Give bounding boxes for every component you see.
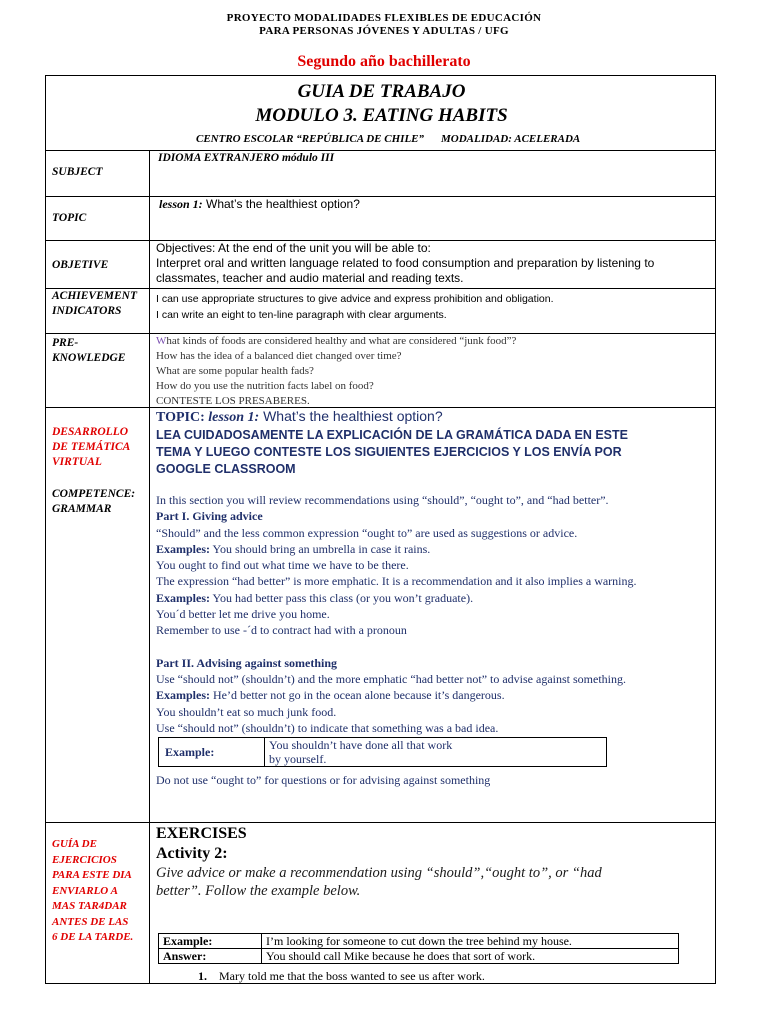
example-label: Example: — [159, 934, 262, 949]
module-title: MODULO 3. EATING HABITS — [255, 105, 508, 126]
topic-prefix: TOPIC: — [156, 410, 209, 425]
desarrollo-label-line: VIRTUAL — [52, 456, 102, 468]
topic-lesson: lesson 1: — [159, 197, 203, 211]
example-text: I’m looking for someone to cut down the tree behind my house. — [262, 934, 679, 949]
desarrollo-label — [52, 425, 130, 470]
project-header-line2: PARA PERSONAS JÓVENES Y ADULTAS / UFG — [259, 25, 509, 37]
desarrollo-topic — [156, 408, 711, 426]
grammar-explanation — [156, 492, 716, 736]
preknowledge-line-text: hat kinds of foods are considered healthy and what are considered “junk food”? — [166, 335, 517, 347]
objetive-line: Objectives: At the end of the unit you will be able to: — [156, 241, 431, 255]
explanation-line: You shouldn’t eat so much junk food. — [156, 704, 337, 719]
objetive-line: classmates, teacher and audio material and reading texts. — [156, 271, 464, 285]
grade-subtitle: Segundo año bachillerato — [297, 53, 471, 70]
example-box-label: Example: — [159, 738, 265, 767]
project-header-line1: PROYECTO MODALIDADES FLEXIBLES DE EDUCACIÓN — [226, 12, 542, 24]
desarrollo-label-line: DE TEMÁTICA — [52, 441, 131, 453]
achievement-line: I can use appropriate structures to give advice and express prohibition and obligation. — [156, 293, 554, 305]
objetive-label: OBJETIVE — [52, 259, 109, 271]
competence-label-line: GRAMMAR — [52, 503, 112, 515]
guia-label-line: EJERCICIOS — [52, 853, 117, 866]
achievement-label — [52, 289, 137, 319]
competence-label — [52, 487, 135, 517]
example-line — [156, 590, 716, 606]
guia-label-line: GUÍA DE — [52, 838, 97, 850]
part2-title: Part II. Advising against something — [156, 655, 338, 670]
ought-to-note: Do not use “ought to” for questions or for advising against something — [156, 773, 491, 787]
guia-label-line: ENVIARLO A — [52, 884, 118, 897]
competence-label-line: COMPETENCE: — [52, 488, 136, 500]
example-text: You should bring an umbrella in case it rains. — [210, 541, 431, 556]
examples-label: Examples: — [156, 541, 210, 556]
preknowledge-label-line: PRE- — [52, 337, 79, 349]
topic-label: TOPIC — [52, 212, 87, 224]
instruction-line: LEA CUIDADOSAMENTE LA EXPLICACIÓN DE LA GRAMÁTICA DADA EN ESTE — [156, 428, 628, 442]
example-box-line: by yourself. — [269, 752, 327, 766]
item-text: Mary told me that the boss wanted to see us after work. — [219, 969, 485, 983]
preknowledge-line: What are some popular health fads? — [156, 365, 314, 377]
achievement-line: I can write an eight to ten-line paragraph with clear arguments. — [156, 309, 447, 321]
answer-label: Answer: — [159, 949, 262, 964]
desarrollo-label-line: DESARROLLO — [52, 426, 129, 438]
modality: MODALIDAD: ACELERADA — [441, 133, 581, 145]
topic-text: What’s the healthiest option? — [202, 197, 360, 211]
answer-row — [159, 949, 679, 964]
preknowledge-line: How do you use the nutrition facts label on food? — [156, 380, 374, 392]
column-divider — [149, 150, 150, 983]
worksheet-title: GUIA DE TRABAJO — [297, 81, 466, 102]
guia-label-line: ANTES DE LAS — [52, 915, 129, 928]
preknowledge-label — [52, 336, 125, 366]
explanation-line: You ought to find out what time we have to be there. — [156, 558, 409, 573]
row-divider — [46, 822, 715, 823]
examples-label: Examples: — [156, 590, 210, 605]
explanation-line: Remember to use -´d to contract had with a pronoun — [156, 623, 407, 638]
objetive-line: Interpret oral and written language related to food consumption and preparation by listening to — [156, 256, 655, 270]
instruction-line: GOOGLE CLASSROOM — [156, 462, 296, 476]
subject-label: SUBJECT — [52, 166, 103, 178]
example-line — [156, 687, 716, 703]
spacer — [156, 639, 716, 655]
preknowledge-line: CONTESTE LOS PRESABERES. — [156, 395, 310, 407]
preknowledge-text — [156, 334, 711, 409]
instruction-block — [156, 427, 711, 478]
preknowledge-line — [156, 334, 711, 349]
row-divider — [46, 288, 715, 289]
exercises-title: EXERCISES — [156, 825, 247, 842]
example-answer-table — [158, 933, 679, 964]
worksheet-frame — [45, 75, 716, 984]
guia-label-line: 6 DE LA TARDE. — [52, 931, 134, 943]
explanation-line: Use “should not” (shouldn’t) and the more emphatic “had better not” to advise against something. — [156, 671, 626, 686]
exercise-item — [198, 969, 753, 983]
example-line — [156, 541, 716, 557]
example-row — [159, 934, 679, 949]
instruction-line: better”. Follow the example below. — [156, 883, 361, 899]
objetive-text — [156, 241, 711, 286]
guia-label-line: MAS TAR4DAR — [52, 900, 127, 912]
school-name: CENTRO ESCOLAR “REPÚBLICA DE CHILE” — [196, 133, 424, 145]
guia-label — [52, 837, 133, 946]
answer-text: You should call Mike because he does that sort of work. — [262, 949, 679, 964]
achievement-label-line: INDICATORS — [52, 305, 122, 317]
item-number: 1. — [198, 969, 207, 983]
activity-instructions — [156, 864, 711, 900]
explanation-line: You´d better let me drive you home. — [156, 607, 330, 622]
examples-label: Examples: — [156, 688, 210, 703]
explanation-line: “Should” and the less common expression “ought to” are used as suggestions or advice. — [156, 525, 578, 540]
guia-label-line: PARA ESTE DIA — [52, 869, 132, 881]
achievement-text — [156, 291, 711, 323]
activity-title: Activity 2: — [156, 845, 228, 862]
example-box — [158, 737, 607, 767]
example-box-line: You shouldn’t have done all that work — [269, 738, 453, 752]
achievement-label-line: ACHIEVEMENT — [52, 290, 137, 302]
topic-text: What’s the healthiest option? — [259, 408, 443, 424]
preknowledge-label-line: KNOWLEDGE — [52, 352, 126, 364]
topic-value — [159, 197, 714, 211]
topic-lesson: lesson 1: — [208, 410, 260, 425]
explanation-line: The expression “had better” is more emphatic. It is a recommendation and it also implies a warning. — [156, 574, 637, 589]
drop-letter: W — [156, 335, 167, 347]
intro-line: In this section you will review recommendations using “should”, “ought to”, and “had better”. — [156, 493, 609, 507]
instruction-line: Give advice or make a recommendation using “should”,“ought to”, or “had — [156, 865, 602, 881]
example-text: You had better pass this class (or you won’t graduate). — [210, 590, 474, 605]
example-text: He’d better not go in the ocean alone because it’s dangerous. — [210, 688, 505, 703]
subject-value: IDIOMA EXTRANJERO módulo III — [158, 152, 335, 164]
instruction-line: TEMA Y LUEGO CONTESTE LOS SIGUIENTES EJERCICIOS Y LOS ENVÍA POR — [156, 445, 622, 459]
preknowledge-line: How has the idea of a balanced diet changed over time? — [156, 350, 402, 362]
example-box-text — [265, 738, 607, 767]
explanation-line: Use “should not” (shouldn’t) to indicate that something was a bad idea. — [156, 720, 499, 735]
part1-title: Part I. Giving advice — [156, 509, 263, 524]
